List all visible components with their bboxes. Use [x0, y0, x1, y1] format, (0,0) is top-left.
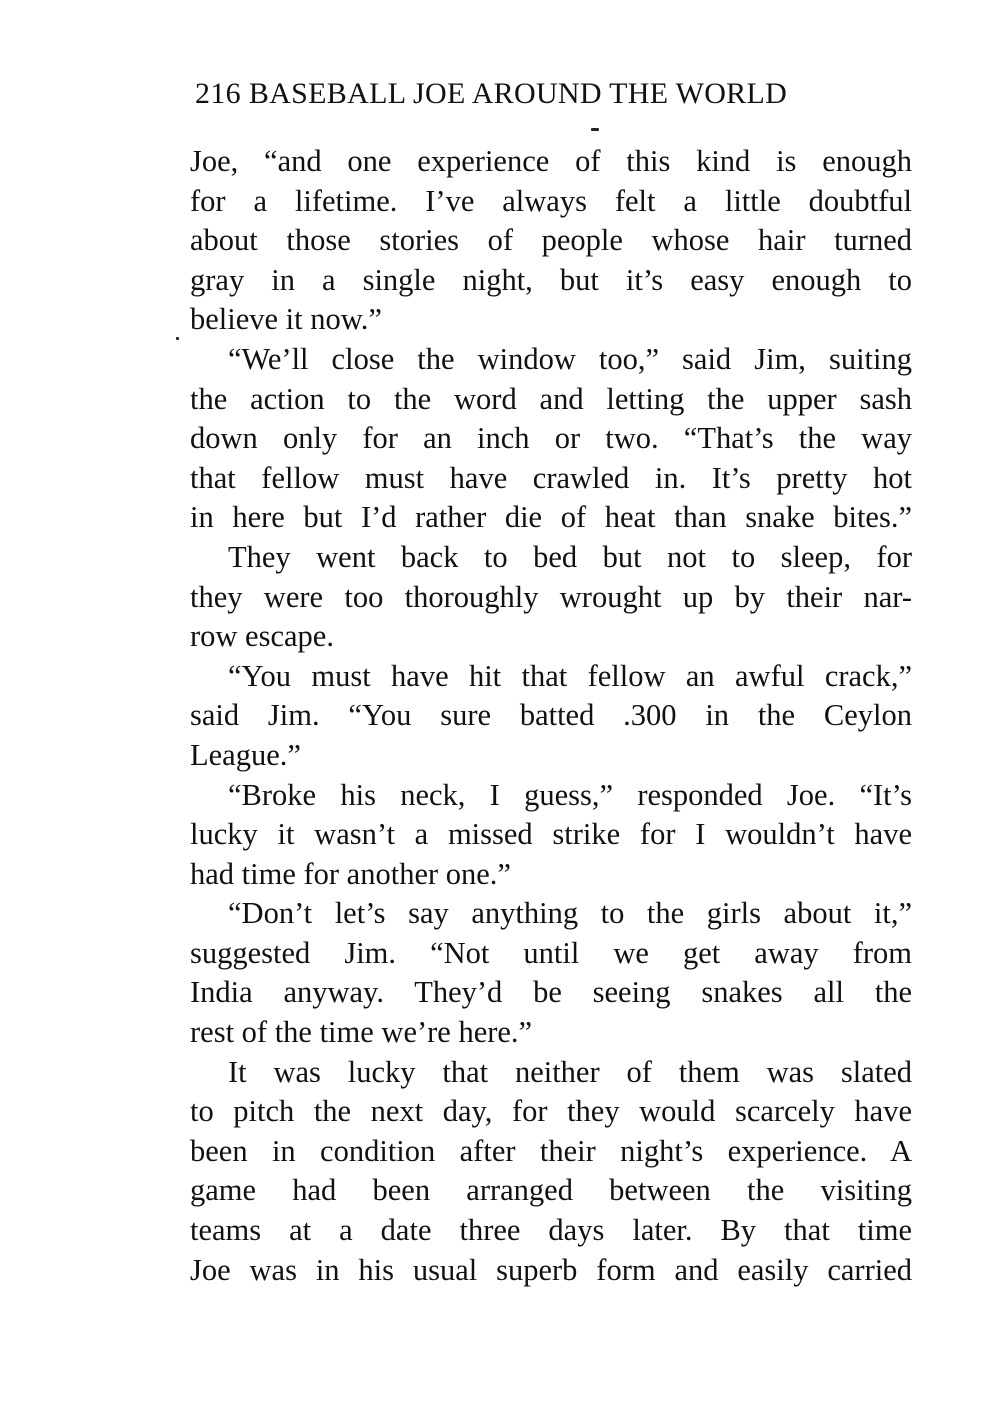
text-line: believe it now.” — [190, 302, 382, 337]
text-line: Joe was in his usual superb form and easily carried — [190, 1252, 912, 1287]
text-line: lucky it wasn’t a missed strike for I wouldn’t have — [190, 817, 912, 852]
text-line: “We’ll close the window too,” said Jim, suiting — [228, 341, 912, 376]
print-speck — [591, 128, 599, 131]
text-line: gray in a single night, but it’s easy enough to — [190, 262, 912, 297]
text-line: They went back to bed but not to sleep, for — [228, 539, 912, 574]
text-line: in here but I’d rather die of heat than snake bites.” — [190, 500, 912, 535]
text-line: “Broke his neck, I guess,” responded Joe. “It’s — [228, 777, 912, 812]
text-line: that fellow must have crawled in. It’s pretty hot — [190, 460, 912, 495]
text-line: game had been arranged between the visiting — [190, 1173, 912, 1208]
text-line: “Don’t let’s say anything to the girls about it,” — [228, 896, 912, 931]
text-line: down only for an inch or two. “That’s the way — [190, 421, 912, 456]
text-line: had time for another one.” — [190, 856, 511, 891]
text-line: Joe, “and one experience of this kind is enough — [190, 144, 912, 178]
running-title: BASEBALL JOE AROUND THE WORLD — [248, 77, 788, 110]
text-line: for a lifetime. I’ve always felt a little doubtful — [190, 183, 912, 218]
text-line: been in condition after their night’s experience. A — [190, 1133, 912, 1168]
text-line: rest of the time we’re here.” — [190, 1015, 533, 1050]
text-line: League.” — [190, 737, 301, 772]
print-speck — [176, 337, 179, 340]
page-number: 216 — [195, 77, 241, 110]
text-line: teams at a date three days later. By that time — [190, 1213, 912, 1248]
running-header — [195, 74, 895, 114]
text-line: said Jim. “You sure batted .300 in the Ceylon — [190, 698, 912, 733]
text-line: It was lucky that neither of them was slated — [228, 1054, 912, 1089]
text-line: India anyway. They’d be seeing snakes all the — [190, 975, 912, 1010]
text-line: to pitch the next day, for they would scarcely have — [190, 1094, 912, 1129]
text-line: suggested Jim. “Not until we get away from — [190, 935, 912, 970]
text-line: row escape. — [190, 619, 334, 654]
text-line: “You must have hit that fellow an awful crack,” — [228, 658, 912, 693]
body-text — [190, 142, 912, 1290]
text-line: about those stories of people whose hair turned — [190, 223, 912, 258]
text-line: the action to the word and letting the upper sash — [190, 381, 912, 416]
text-line: they were too thoroughly wrought up by their nar- — [190, 579, 912, 614]
